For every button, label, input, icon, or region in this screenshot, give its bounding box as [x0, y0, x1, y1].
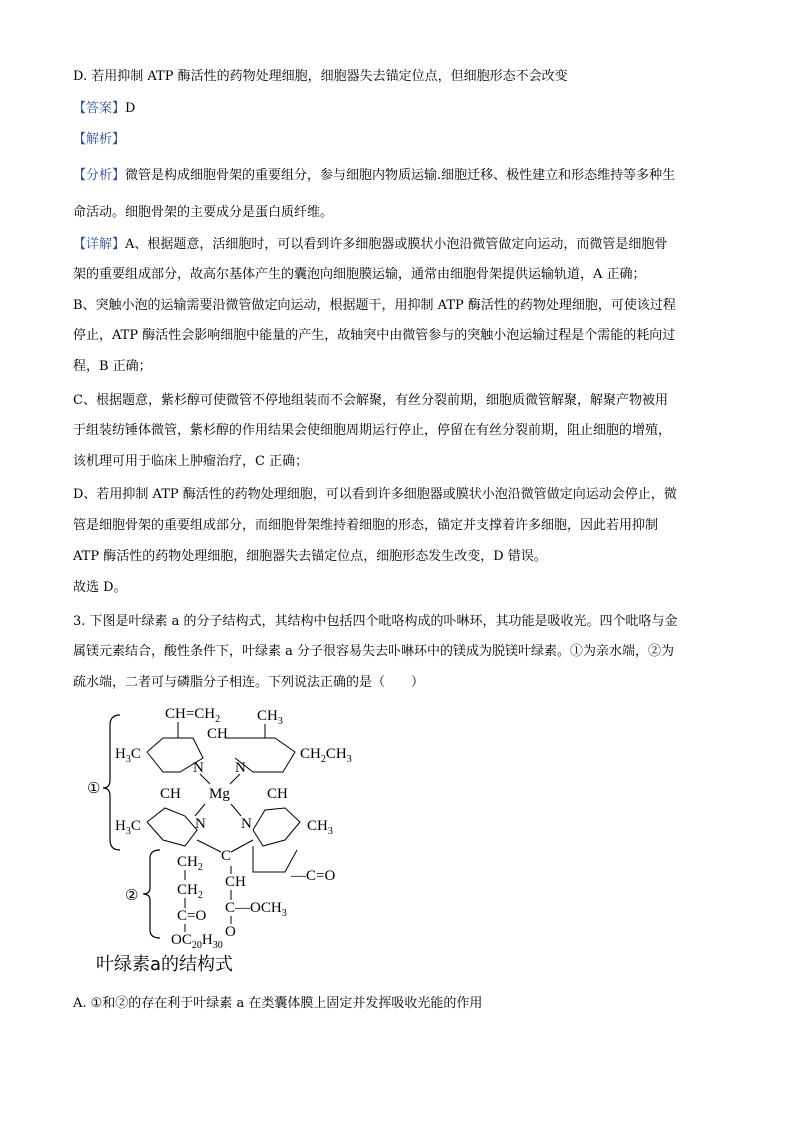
bond — [197, 840, 221, 852]
atom-oc20h30: $OC_{20}H_{30}$ — [171, 932, 223, 950]
line-text: C、根据题意，紫杉醇可使微管不停地组装而不会解聚，有丝分裂前期，细胞质微管解聚，解聚产物被用 — [73, 393, 668, 408]
line-text: D. 若用抑制 ATP 酶活性的药物处理细胞，细胞器失去锚定位点，但细胞形态不会改变 — [73, 69, 568, 84]
text-line-18 — [73, 613, 678, 631]
text-line-12 — [73, 422, 671, 440]
text-line-5 — [73, 204, 333, 222]
line-text: 3. 下图是叶绿素 a 的分子结构式，其结构中包括四个吡咯构成的卟啉环，其功能是吸收光。四个吡咯与金 — [73, 614, 678, 629]
atom-ch2ch3: $CH_2CH_3$ — [300, 746, 352, 765]
text-line-2 — [73, 100, 135, 118]
bond — [231, 804, 241, 816]
atom-c-och3: $C—OCH_3$ — [225, 900, 287, 919]
label-1: ① — [87, 781, 101, 797]
atom-c-center: C — [221, 848, 232, 864]
atom-c-eq-o: C=O — [177, 908, 207, 924]
text-line-1 — [73, 68, 568, 86]
atom-c-eq-o-ring: —C=O — [291, 868, 336, 884]
text-line-8 — [73, 297, 676, 315]
atom-ch-left: CH — [160, 786, 181, 802]
section-label: 【答案】 — [73, 101, 126, 116]
line-text: D、若用抑制 ATP 酶活性的药物处理细胞，可以看到许多细胞器或膜状小泡沿微管做定向运动会停止，微 — [73, 487, 677, 502]
line-text: ATP 酶活性的药物处理细胞，细胞器失去锚定位点，细胞形态发生改变，D 错误。 — [73, 549, 547, 564]
text-line-3 — [73, 131, 125, 149]
atom-ch-ch2: $CH=CH_2$ — [165, 706, 221, 725]
text-line-6 — [73, 236, 667, 254]
line-text: 架的重要组成部分，故高尔基体产生的囊泡向细胞膜运输，通常由细胞骨架提供运输轨道，A 正确； — [73, 267, 646, 282]
chlorophyll-structure-diagram — [85, 700, 385, 950]
atom-ch-c: CH — [225, 874, 246, 890]
text-line-11 — [73, 392, 668, 410]
text-line-13 — [73, 453, 308, 471]
line-text: 于组装纺锤体微管，紫杉醇的作用结果会使细胞周期运行停止，停留在有丝分裂前期，阻止细胞的增殖， — [73, 423, 672, 438]
atom-ch-right: CH — [267, 786, 288, 802]
text-line-17 — [73, 579, 127, 597]
line-text: 微管是构成细胞骨架的重要组分，参与细胞内物质运输.细胞迁移、极性建立和形态维持等多种生 — [125, 168, 676, 183]
atom-ch2-b: $CH_2$ — [177, 882, 203, 901]
atom-ch3-right: $CH_3$ — [307, 818, 333, 837]
bond — [231, 840, 253, 852]
chlorophyll-structure-figure — [85, 700, 385, 980]
atom-n4: N — [241, 816, 252, 832]
text-line-15 — [73, 517, 658, 535]
atom-h3c-lower: $H_3C$ — [115, 818, 141, 837]
atom-mg: Mg — [209, 786, 230, 802]
section-label: 【解析】 — [73, 132, 126, 147]
atom-n2: N — [235, 760, 246, 776]
text-line-21 — [73, 995, 482, 1013]
atom-o: O — [225, 924, 236, 940]
text-line-9 — [73, 327, 675, 345]
text-line-4 — [73, 167, 675, 185]
label-2: ② — [125, 888, 139, 904]
line-text: 属镁元素结合，酸性条件下，叶绿素 a 分子很容易失去卟啉环中的镁成为脱镁叶绿素。①为亲水端，②为 — [73, 644, 675, 659]
bond — [200, 774, 210, 784]
bracket-2 — [143, 850, 160, 938]
line-text: D — [125, 101, 136, 116]
atom-n1: N — [193, 760, 204, 776]
atom-ch3-top: $CH_3$ — [257, 708, 283, 727]
line-text: 该机理可用于临床上肿瘤治疗，C 正确； — [73, 454, 309, 469]
line-text: 疏水端，二者可与磷脂分子相连。下列说法正确的是（ ） — [73, 675, 425, 690]
atom-n3: N — [195, 816, 206, 832]
text-line-16 — [73, 548, 547, 566]
line-text: 管是细胞骨架的重要组成部分，而细胞骨架维持着细胞的形态，锚定并支撑着许多细胞，因此若用抑制 — [73, 518, 659, 533]
line-text: 程，B 正确； — [73, 359, 152, 374]
ring-lower-right — [253, 808, 300, 846]
figure-caption: 叶绿素a的结构式 — [96, 954, 234, 975]
text-line-19 — [73, 643, 674, 661]
line-text: B、突触小泡的运输需要沿微管做定向运动，根据题干，用抑制 ATP 酶活性的药物处理细胞，可使该过程 — [73, 298, 676, 313]
atom-ch-mid: CH — [207, 726, 228, 742]
text-line-14 — [73, 486, 677, 504]
section-label: 【分析】 — [73, 168, 126, 183]
line-text: 命活动。细胞骨架的主要成分是蛋白质纤维。 — [73, 205, 334, 220]
text-line-7 — [73, 266, 646, 284]
line-text: A、根据题意，活细胞时，可以看到许多细胞器或膜状小泡沿微管做定向运动，而微管是细胞骨 — [125, 237, 668, 252]
bond — [195, 804, 205, 816]
atom-h3c-upper: $H_3C$ — [115, 746, 141, 765]
ring-lower-left — [147, 808, 197, 846]
section-label: 【详解】 — [73, 237, 126, 252]
line-text: 停止，ATP 酶活性会影响细胞中能量的产生，故轴突中由微管参与的突触小泡运输过程是个需能的耗向过 — [73, 328, 676, 343]
line-text: 故选 D。 — [73, 580, 127, 595]
text-line-20 — [73, 674, 424, 692]
text-line-10 — [73, 358, 152, 376]
line-text: A. ①和②的存在利于叶绿素 a 在类囊体膜上固定并发挥吸收光能的作用 — [73, 996, 483, 1011]
atom-ch2-a: $CH_2$ — [177, 854, 203, 873]
